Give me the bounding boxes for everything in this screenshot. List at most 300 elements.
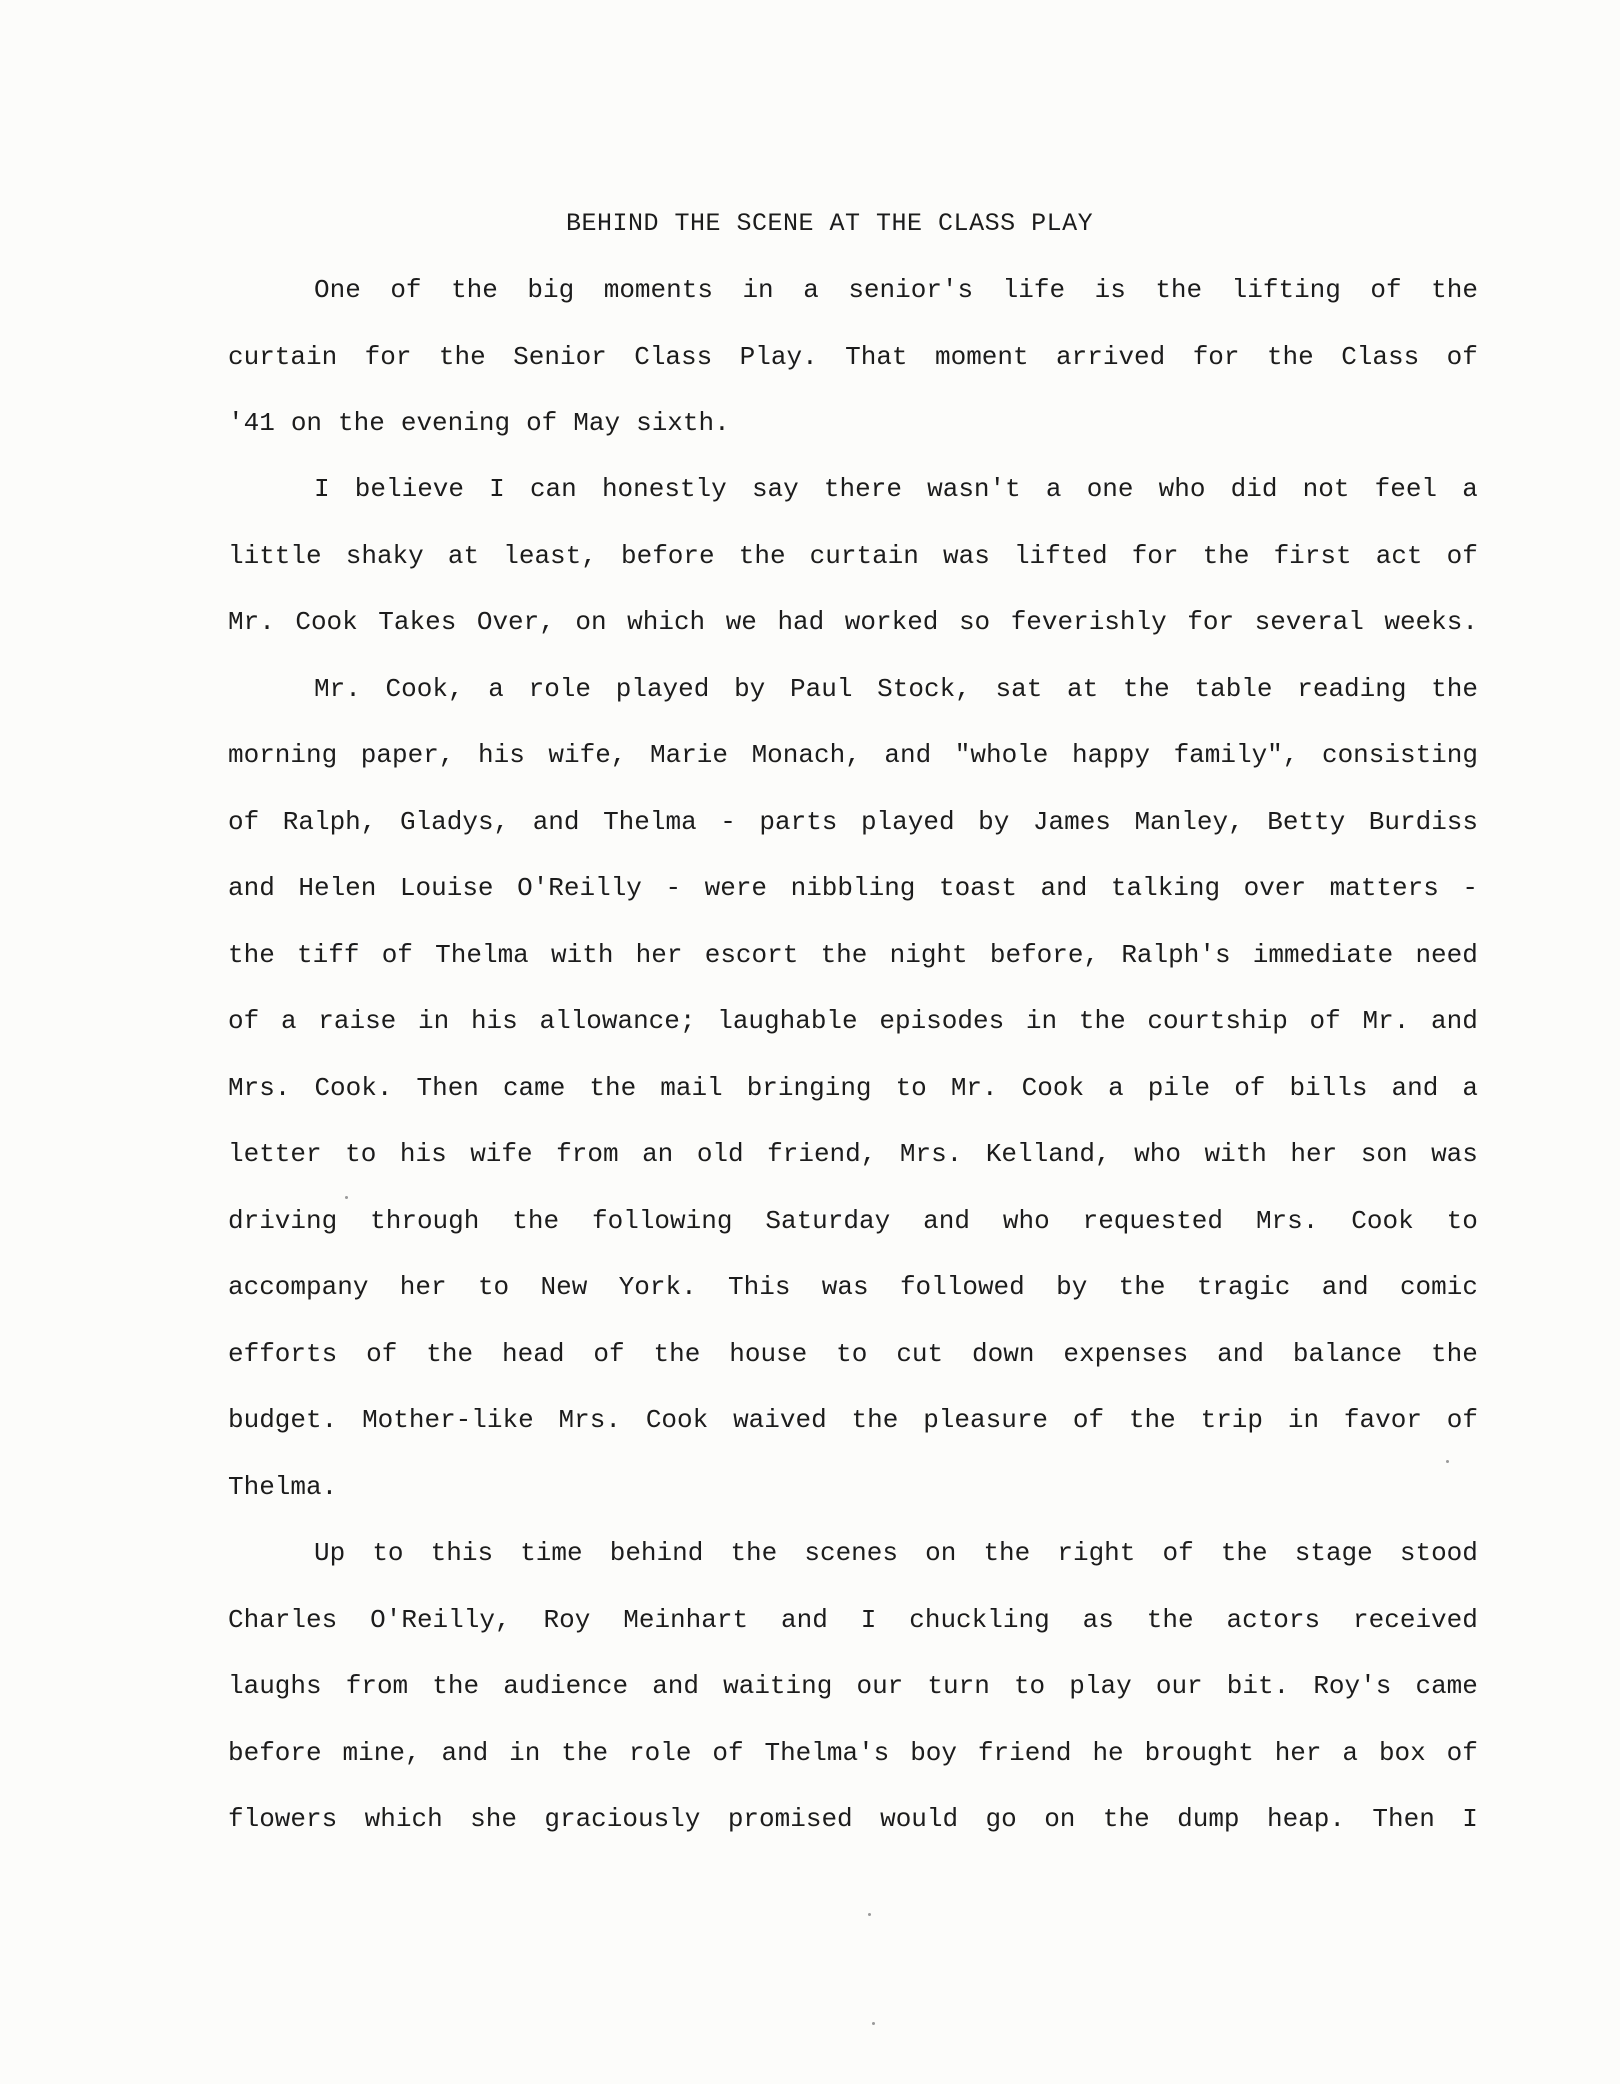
word: which [364,1804,443,1834]
word: the [561,1738,609,1768]
word: tragic [1196,1272,1291,1302]
word: were [704,873,768,903]
word: in [509,1738,541,1768]
word: the [512,1206,560,1236]
word: of [228,1006,260,1036]
word: of [1234,1073,1266,1103]
word: before, [989,940,1100,970]
word: and [884,740,932,770]
word: the [738,541,786,571]
word: several [1254,607,1364,637]
word: the [730,1538,778,1568]
word: a [1108,1073,1124,1103]
word: an [642,1139,674,1169]
word: by [734,674,766,704]
word: paper, [360,740,455,770]
word: dump [1177,1804,1240,1834]
word: table [1194,674,1273,704]
word: courtship [1147,1006,1288,1036]
word: '41 [228,408,275,438]
word: play [1069,1671,1132,1701]
word: Marie [649,740,728,770]
word: wife [470,1139,533,1169]
word: Mr. [228,607,275,637]
word: on [290,408,323,438]
word: Monach, [751,740,861,770]
word: "whole [954,740,1049,770]
word: for [364,342,412,372]
word: O'Reilly, [370,1605,511,1635]
word: to [1013,1671,1046,1701]
text-line [314,672,1478,706]
word: Mrs. [558,1405,621,1435]
word: would [880,1804,959,1834]
word: waiting [723,1671,833,1701]
word: came [1415,1671,1478,1701]
word: little [228,541,322,571]
word: Paul [790,674,853,704]
word: talking [1110,873,1221,903]
word: Gladys, [399,807,510,837]
word: expenses [1063,1339,1189,1369]
word: parts [759,807,838,837]
word: of [1370,275,1402,305]
word: who [1134,1139,1181,1169]
word: James [1032,807,1111,837]
word: happy [1071,740,1150,770]
word: his [478,740,525,770]
text-line [228,1603,1478,1637]
word: That [845,342,908,372]
text-line [228,738,1478,772]
word: of [1309,1006,1341,1036]
word: the [1155,275,1203,305]
word: believe [354,474,464,504]
word: wife, [548,740,627,770]
word: at [447,541,480,571]
word: the [983,1538,1031,1568]
word: graciously [544,1804,701,1834]
word: the [1118,1272,1166,1302]
text-line [228,406,1478,440]
word: the [1266,342,1314,372]
word: our [1155,1671,1203,1701]
word: heap. [1266,1804,1345,1834]
word: her [1290,1139,1338,1169]
word: This [728,1272,791,1302]
word: laughable [717,1006,858,1036]
word: of [712,1738,744,1768]
word: the [589,1073,637,1103]
word: Cook, [385,674,464,704]
word: over [1243,873,1307,903]
word: a [488,674,504,704]
word: and [1040,873,1088,903]
word: laughs [228,1671,322,1701]
word: is [1094,275,1126,305]
word: York. [618,1272,697,1302]
paper-speck [1446,1460,1449,1463]
word: the [851,1405,899,1435]
word: Betty [1267,807,1346,837]
word: the [438,342,486,372]
text-line [228,871,1478,905]
word: was [1431,1139,1478,1169]
word: to [895,1073,927,1103]
word: Class [634,342,713,372]
word: at [1067,674,1099,704]
word: and [780,1605,828,1635]
word: one [1086,474,1134,504]
word: of [1446,1738,1478,1768]
word: Ralph's [1121,940,1231,970]
text-line [228,340,1478,374]
word: curtain [809,541,919,571]
word: letter [228,1139,322,1169]
word: for [1187,607,1235,637]
text-line [228,1403,1478,1437]
word: and [1391,1073,1439,1103]
word: Mr. [950,1073,998,1103]
word: in [742,275,774,305]
word: bringing [746,1073,872,1103]
text-line [228,1204,1478,1238]
word: on [575,607,607,637]
word: Helen [298,873,377,903]
word: her [635,940,683,970]
word: friend [977,1738,1072,1768]
word: One [314,275,361,305]
text-line [228,1270,1478,1304]
word: worked [844,607,939,637]
word: brought [1144,1738,1254,1768]
word: allowance; [539,1006,696,1036]
word: on [1044,1804,1076,1834]
word: feel [1374,474,1438,504]
word: for [1192,342,1240,372]
word: came [502,1073,566,1103]
word: of [593,1339,625,1369]
word: a [1462,474,1478,504]
word: waived [733,1405,827,1435]
word: O'Reilly [517,873,642,903]
word: from [556,1139,619,1169]
word: bit. [1226,1671,1290,1701]
word: Mrs. [228,1073,291,1103]
word: in [1287,1405,1320,1435]
word: Cook [1021,1073,1085,1103]
word: flowers [228,1804,338,1834]
word: shaky [345,541,424,571]
word: turn [927,1671,990,1701]
word: I [489,474,505,504]
word: pile [1147,1073,1211,1103]
word: scenes [804,1538,898,1568]
word: stage [1294,1538,1373,1568]
word: consisting [1321,740,1478,770]
word: actors [1226,1605,1321,1635]
word: Burdiss [1368,807,1478,837]
word: driving [228,1206,338,1236]
word: Play. [739,342,818,372]
paper-speck [868,1913,871,1916]
word: Mrs. [899,1139,963,1169]
word: of [1446,1405,1478,1435]
text-line [228,1470,1478,1504]
word: Cook. [314,1073,393,1103]
page-title: BEHIND THE SCENE AT THE CLASS PLAY [566,209,1094,238]
word: right [1057,1538,1136,1568]
word: by [978,807,1010,837]
word: to [345,1139,377,1169]
word: trip [1200,1405,1264,1435]
word: of [381,940,413,970]
word: we [725,607,757,637]
word: our [856,1671,904,1701]
word: to [836,1339,868,1369]
word: down [972,1339,1035,1369]
word: can [529,474,577,504]
word: the [820,940,868,970]
word: Then [1372,1804,1435,1834]
word: in [1025,1006,1058,1036]
word: and [228,873,275,903]
text-line [228,539,1478,573]
word: who [1158,474,1206,504]
word: Mr. [1362,1006,1410,1036]
text-line [314,472,1478,506]
word: Then [416,1073,479,1103]
word: who [1002,1206,1050,1236]
word: followed [899,1272,1025,1302]
word: her [399,1272,447,1302]
word: efforts [228,1339,338,1369]
word: lifted [1013,541,1108,571]
word: I [314,474,330,504]
text-line [228,1337,1478,1371]
text-line [228,1071,1478,1105]
word: Class [1341,342,1420,372]
word: before [620,541,715,571]
word: a [1462,1073,1478,1103]
word: box [1378,1738,1426,1768]
word: the [432,1671,480,1701]
word: mine, [342,1738,421,1768]
word: Thelma [603,807,697,837]
word: with [1204,1139,1267,1169]
word: was [943,541,990,571]
word: life [1002,275,1066,305]
word: wasn't [927,474,1021,504]
word: which [627,607,706,637]
word: sixth. [636,408,730,438]
word: tiff [297,940,360,970]
word: she [470,1804,517,1834]
text-line [228,1004,1478,1038]
word: for [1131,541,1179,571]
word: Kelland, [985,1139,1111,1169]
word: the [1431,674,1478,704]
paper-speck [872,2022,875,2025]
word: the [228,940,275,970]
word: feverishly [1010,607,1167,637]
word: boy [910,1738,958,1768]
word: and [923,1206,970,1236]
word: Charles [228,1605,338,1635]
word: Manley, [1134,807,1244,837]
word: from [345,1671,409,1701]
word: Louise [399,873,494,903]
word: sat [995,674,1043,704]
word: a [803,275,819,305]
word: on [925,1538,957,1568]
word: the [1220,1538,1268,1568]
word: Up [314,1538,346,1568]
word: role [629,1738,692,1768]
word: the [426,1339,474,1369]
word: toast [938,873,1017,903]
word: nibbling [790,873,916,903]
text-line [228,805,1478,839]
word: played [860,807,955,837]
word: did [1230,474,1278,504]
word: his [399,1139,447,1169]
word: following [592,1206,733,1236]
word: of [1072,1405,1105,1435]
word: Meinhart [623,1605,749,1635]
word: the [338,408,385,438]
word: big [527,275,575,305]
word: to [372,1538,404,1568]
word: accompany [228,1272,369,1302]
word: there [823,474,902,504]
word: pleasure [923,1405,1049,1435]
word: episodes [879,1006,1005,1036]
word: reading [1297,674,1407,704]
word: in [418,1006,450,1036]
word: behind [609,1538,704,1568]
word: played [615,674,710,704]
word: of [1162,1538,1194,1568]
word: bills [1289,1073,1368,1103]
word: least, [503,541,597,571]
word: the [1122,674,1170,704]
word: was [821,1272,869,1302]
word: balance [1292,1339,1403,1369]
word: Senior [513,342,607,372]
word: so [958,607,991,637]
word: and [532,807,580,837]
word: honestly [601,474,727,504]
word: head [502,1339,565,1369]
word: - [720,807,736,837]
word: budget. [228,1405,338,1435]
word: through [370,1206,480,1236]
word: Mr. [314,674,361,704]
word: say [751,474,799,504]
word: comic [1399,1272,1478,1302]
word: Stock, [877,674,971,704]
text-line [228,1802,1478,1836]
word: - [665,873,682,903]
word: a [1045,474,1062,504]
word: this [430,1538,494,1568]
word: Cook [295,607,358,637]
word: the [1431,275,1478,305]
word: immediate [1252,940,1394,970]
word: Cook [1351,1206,1414,1236]
word: as [1082,1605,1114,1635]
word: Takes [378,607,457,637]
word: by [1056,1272,1088,1302]
word: role [528,674,592,704]
word: Thelma [435,940,529,970]
word: matters [1329,873,1439,903]
word: Mrs. [1255,1206,1319,1236]
word: time [520,1538,583,1568]
word: May [573,408,621,438]
text-line [228,1736,1478,1770]
word: act [1375,541,1423,571]
word: the [1431,1339,1478,1369]
word: - [1462,873,1478,903]
word: Roy [543,1605,591,1635]
word: Ralph, [282,807,377,837]
word: her [1274,1738,1322,1768]
word: mail [660,1073,723,1103]
word: he [1092,1738,1124,1768]
word: a [280,1006,297,1036]
word: Roy's [1313,1671,1392,1701]
word: Thelma's [764,1738,890,1768]
word: and [652,1671,699,1701]
word: before [228,1738,322,1768]
word: to [1446,1206,1478,1236]
word: to [477,1272,510,1302]
word: need [1415,940,1478,970]
word: the [653,1339,701,1369]
word: I [860,1605,877,1635]
word: of [366,1339,398,1369]
word: had [777,607,825,637]
word: son [1360,1139,1408,1169]
word: family", [1173,740,1299,770]
word: promised [727,1804,853,1834]
word: night [889,940,968,970]
word: the [1078,1006,1126,1036]
word: raise [318,1006,397,1036]
word: Mother-like [362,1405,534,1435]
word: house [729,1339,808,1369]
word: and [1321,1272,1369,1302]
word: weeks. [1384,607,1478,637]
word: first [1273,541,1352,571]
text-line [228,1669,1478,1703]
word: the [1102,1804,1150,1834]
word: and [1431,1006,1478,1036]
text-line [228,938,1478,972]
word: received [1353,1605,1478,1635]
word: Over, [476,607,555,637]
word: cut [896,1339,944,1369]
word: requested [1082,1206,1224,1236]
word: stood [1399,1538,1478,1568]
word: go [985,1804,1017,1834]
word: of [390,275,422,305]
word: escort [704,940,799,970]
word: chuckling [909,1605,1050,1635]
word: moment [934,342,1029,372]
